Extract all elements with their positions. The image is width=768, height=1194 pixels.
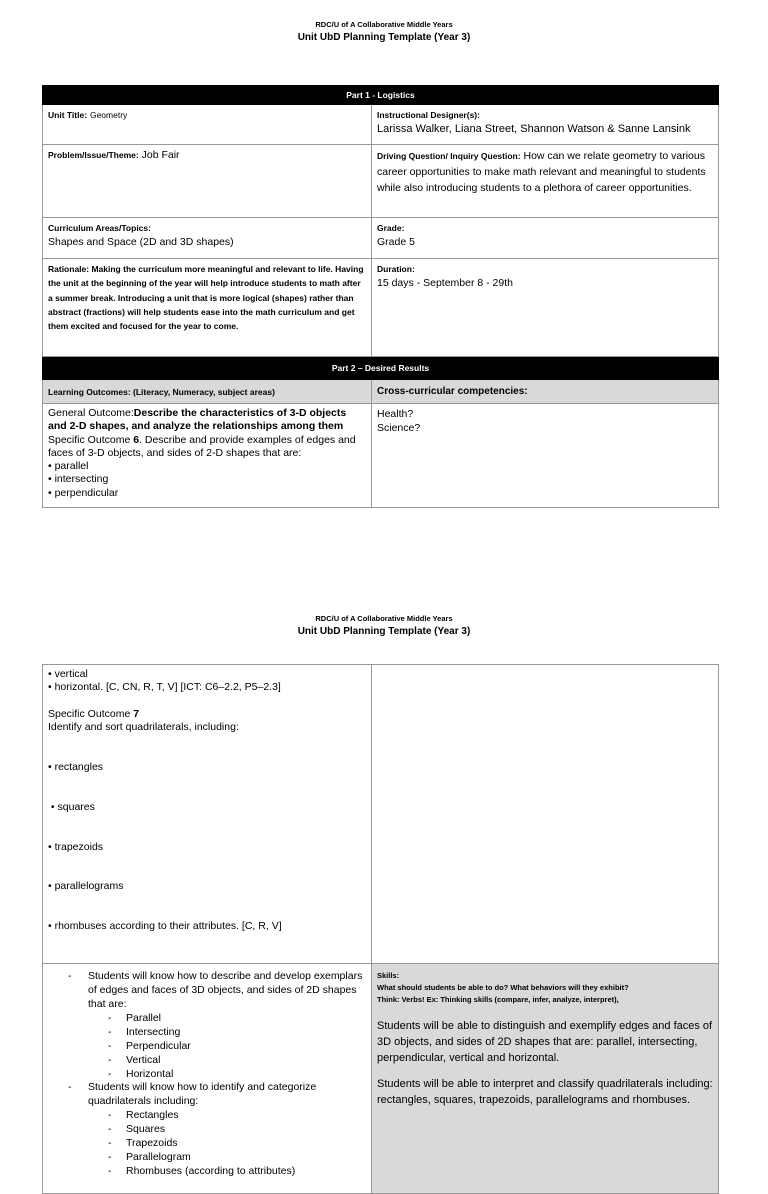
list-item: • horizontal. [C, CN, R, T, V] [ICT: C6–2.2, P5–2.3] xyxy=(48,681,281,694)
list-item: - Horizontal xyxy=(108,1068,366,1082)
row-curriculum xyxy=(43,218,719,259)
list-item: • intersecting xyxy=(48,473,109,486)
org-line: RDC/U of A Collaborative Middle Years xyxy=(315,614,453,623)
knowledge-list xyxy=(48,970,366,1179)
learning-outcomes-label-cell xyxy=(43,380,372,404)
specific-outcome-prefix: Specific Outcome xyxy=(48,433,134,446)
list-item: • trapezoids xyxy=(48,840,104,853)
knowledge-cell xyxy=(43,964,372,1194)
row-outcomes-header xyxy=(43,380,719,404)
outcomes-continued-cell xyxy=(43,665,372,964)
general-outcome-prefix: General Outcome: xyxy=(48,407,134,419)
list-item: • vertical xyxy=(48,668,88,680)
skills-think: Think: Verbs! Ex: Thinking skills (compare, infer, analyze, interpret), xyxy=(377,995,619,1005)
list-item: • rhombuses according to their attributes. [C, R, V] xyxy=(48,920,282,933)
knowledge-sublist-1 xyxy=(88,1012,366,1082)
planning-table-page1 xyxy=(42,85,719,508)
skills-cell xyxy=(372,964,719,1194)
skills-question: What should students be able to do? What behaviors will they exhibit? xyxy=(377,983,629,993)
page1-header xyxy=(0,20,768,46)
list-item: - Trapezoids xyxy=(108,1137,366,1151)
list-item: • rectangles xyxy=(48,760,104,773)
duration-label: Duration: xyxy=(377,264,415,274)
problem-label: Problem/Issue/Theme: xyxy=(48,150,139,160)
knowledge-item-2: Students will know how to identify and categorize quadrilaterals including: xyxy=(88,1081,317,1108)
grade-label: Grade: xyxy=(377,223,405,233)
list-item xyxy=(60,970,366,1081)
page2-header xyxy=(0,614,768,640)
list-item: - Rhombuses (according to attributes) xyxy=(108,1165,366,1179)
curriculum-value: Shapes and Space (2D and 3D shapes) xyxy=(48,236,234,248)
cross-curricular-cell xyxy=(372,404,719,508)
duration-value: 15 days - September 8 - 29th xyxy=(377,277,513,289)
list-item: - Parallelogram xyxy=(108,1151,366,1165)
outcomes-cell xyxy=(43,404,372,508)
designer-cell xyxy=(372,105,719,145)
driving-label: Driving Question/ Inquiry Question: xyxy=(377,151,521,161)
grade-value: Grade 5 xyxy=(377,236,415,248)
specific-outcome-7-prefix: Specific Outcome xyxy=(48,707,134,720)
list-item xyxy=(60,1081,366,1178)
specific-outcome-7-num: 7 xyxy=(133,707,140,720)
continued-bullet-list xyxy=(48,668,366,695)
cross-item: Health? xyxy=(377,408,414,420)
problem-value: Job Fair xyxy=(141,149,180,161)
curriculum-cell xyxy=(43,218,372,259)
row-unit-title xyxy=(43,105,719,145)
learning-outcomes-label: Learning Outcomes: (Literacy, Numeracy, subject areas) xyxy=(48,386,275,397)
empty-cell xyxy=(372,665,719,964)
specific-outcome-num: 6 xyxy=(133,433,140,446)
list-item: - Rectangles xyxy=(108,1109,366,1123)
row-rationale xyxy=(43,259,719,357)
row-problem xyxy=(43,145,719,218)
grade-cell xyxy=(372,218,719,259)
cross-curricular-label-cell xyxy=(372,380,719,404)
list-item: • perpendicular xyxy=(48,486,119,499)
unit-title-cell xyxy=(43,105,372,145)
knowledge-item-1: Students will know how to describe and develop exemplars of edges and faces of 3D objects, and sides of 2D shapes that are: xyxy=(88,970,363,1011)
knowledge-sublist-2 xyxy=(88,1109,366,1179)
part2-band xyxy=(43,357,719,380)
unit-title-value: Geometry xyxy=(89,110,128,120)
rationale-label: Rationale: xyxy=(48,264,90,274)
specific-outcome-text: . Describe and provide examples of edges and faces of 3-D objects, and sides of 2-D shapes that are: xyxy=(48,433,356,459)
row-outcomes xyxy=(43,404,719,508)
designer-label: Instructional Designer(s): xyxy=(377,110,480,120)
template-title: Unit UbD Planning Template (Year 3) xyxy=(297,626,471,637)
skills-paragraph-2: Students will be able to interpret and classify quadrilaterals including: rectangles, squares, trapezoids, parallelograms and rhombuses. xyxy=(377,1078,713,1107)
skills-paragraph-1: Students will be able to distinguish and exemplify edges and faces of 3D objects, and sides of 2D shapes that are: parallel, intersecting, perpendicular, vertical and horizontal. xyxy=(377,1020,713,1065)
general-outcome-text: Describe the characteristics of 3-D objects and 2-D shapes, and analyze the relationships among them xyxy=(48,407,347,433)
list-item: - Parallel xyxy=(108,1012,366,1026)
quadrilateral-bullet-list xyxy=(48,734,366,960)
part1-heading: Part 1 - Logistics xyxy=(43,86,719,105)
designer-value: Larissa Walker, Liana Street, Shannon Watson & Sanne Lansink xyxy=(377,123,691,135)
list-item: - Intersecting xyxy=(108,1026,366,1040)
list-item: - Squares xyxy=(108,1123,366,1137)
org-line: RDC/U of A Collaborative Middle Years xyxy=(315,20,453,29)
list-item: • squares xyxy=(48,800,95,813)
list-item: • parallelograms xyxy=(48,880,124,893)
cross-item: Science? xyxy=(377,422,421,434)
template-title: Unit UbD Planning Template (Year 3) xyxy=(297,32,471,43)
specific-outcome-7-text: Identify and sort quadrilaterals, including: xyxy=(48,720,239,733)
row-outcomes-continued xyxy=(43,665,719,964)
part2-heading: Part 2 – Desired Results xyxy=(43,357,719,380)
duration-cell xyxy=(372,259,719,357)
rationale-value: Making the curriculum more meaningful and relevant to life. Having the unit at the beginning of the year will help introduce students to math after a summer break. Introducing a unit that is more logical (shapes) rather than abstract (fractions) will help students ease into the math curriculum and get them excited and focused for the year to come. xyxy=(48,264,364,332)
list-item: - Vertical xyxy=(108,1054,366,1068)
list-item: - Perpendicular xyxy=(108,1040,366,1054)
list-item: • parallel xyxy=(48,460,89,473)
outcome-bullet-list xyxy=(48,460,366,500)
unit-title-label: Unit Title: xyxy=(48,110,88,120)
part1-band xyxy=(43,86,719,105)
curriculum-label: Curriculum Areas/Topics: xyxy=(48,223,151,233)
problem-cell xyxy=(43,145,372,218)
planning-table-page2 xyxy=(42,664,719,1194)
driving-question-cell xyxy=(372,145,719,218)
rationale-cell xyxy=(43,259,372,357)
row-knowledge-skills xyxy=(43,964,719,1194)
cross-curricular-label: Cross-curricular competencies: xyxy=(377,386,528,397)
skills-label: Skills: xyxy=(377,971,400,981)
driving-value: How can we relate geometry to various career opportunities to make math relevant and meaningful to students while also introducing students to a plethora of career opportunities. xyxy=(377,150,706,194)
